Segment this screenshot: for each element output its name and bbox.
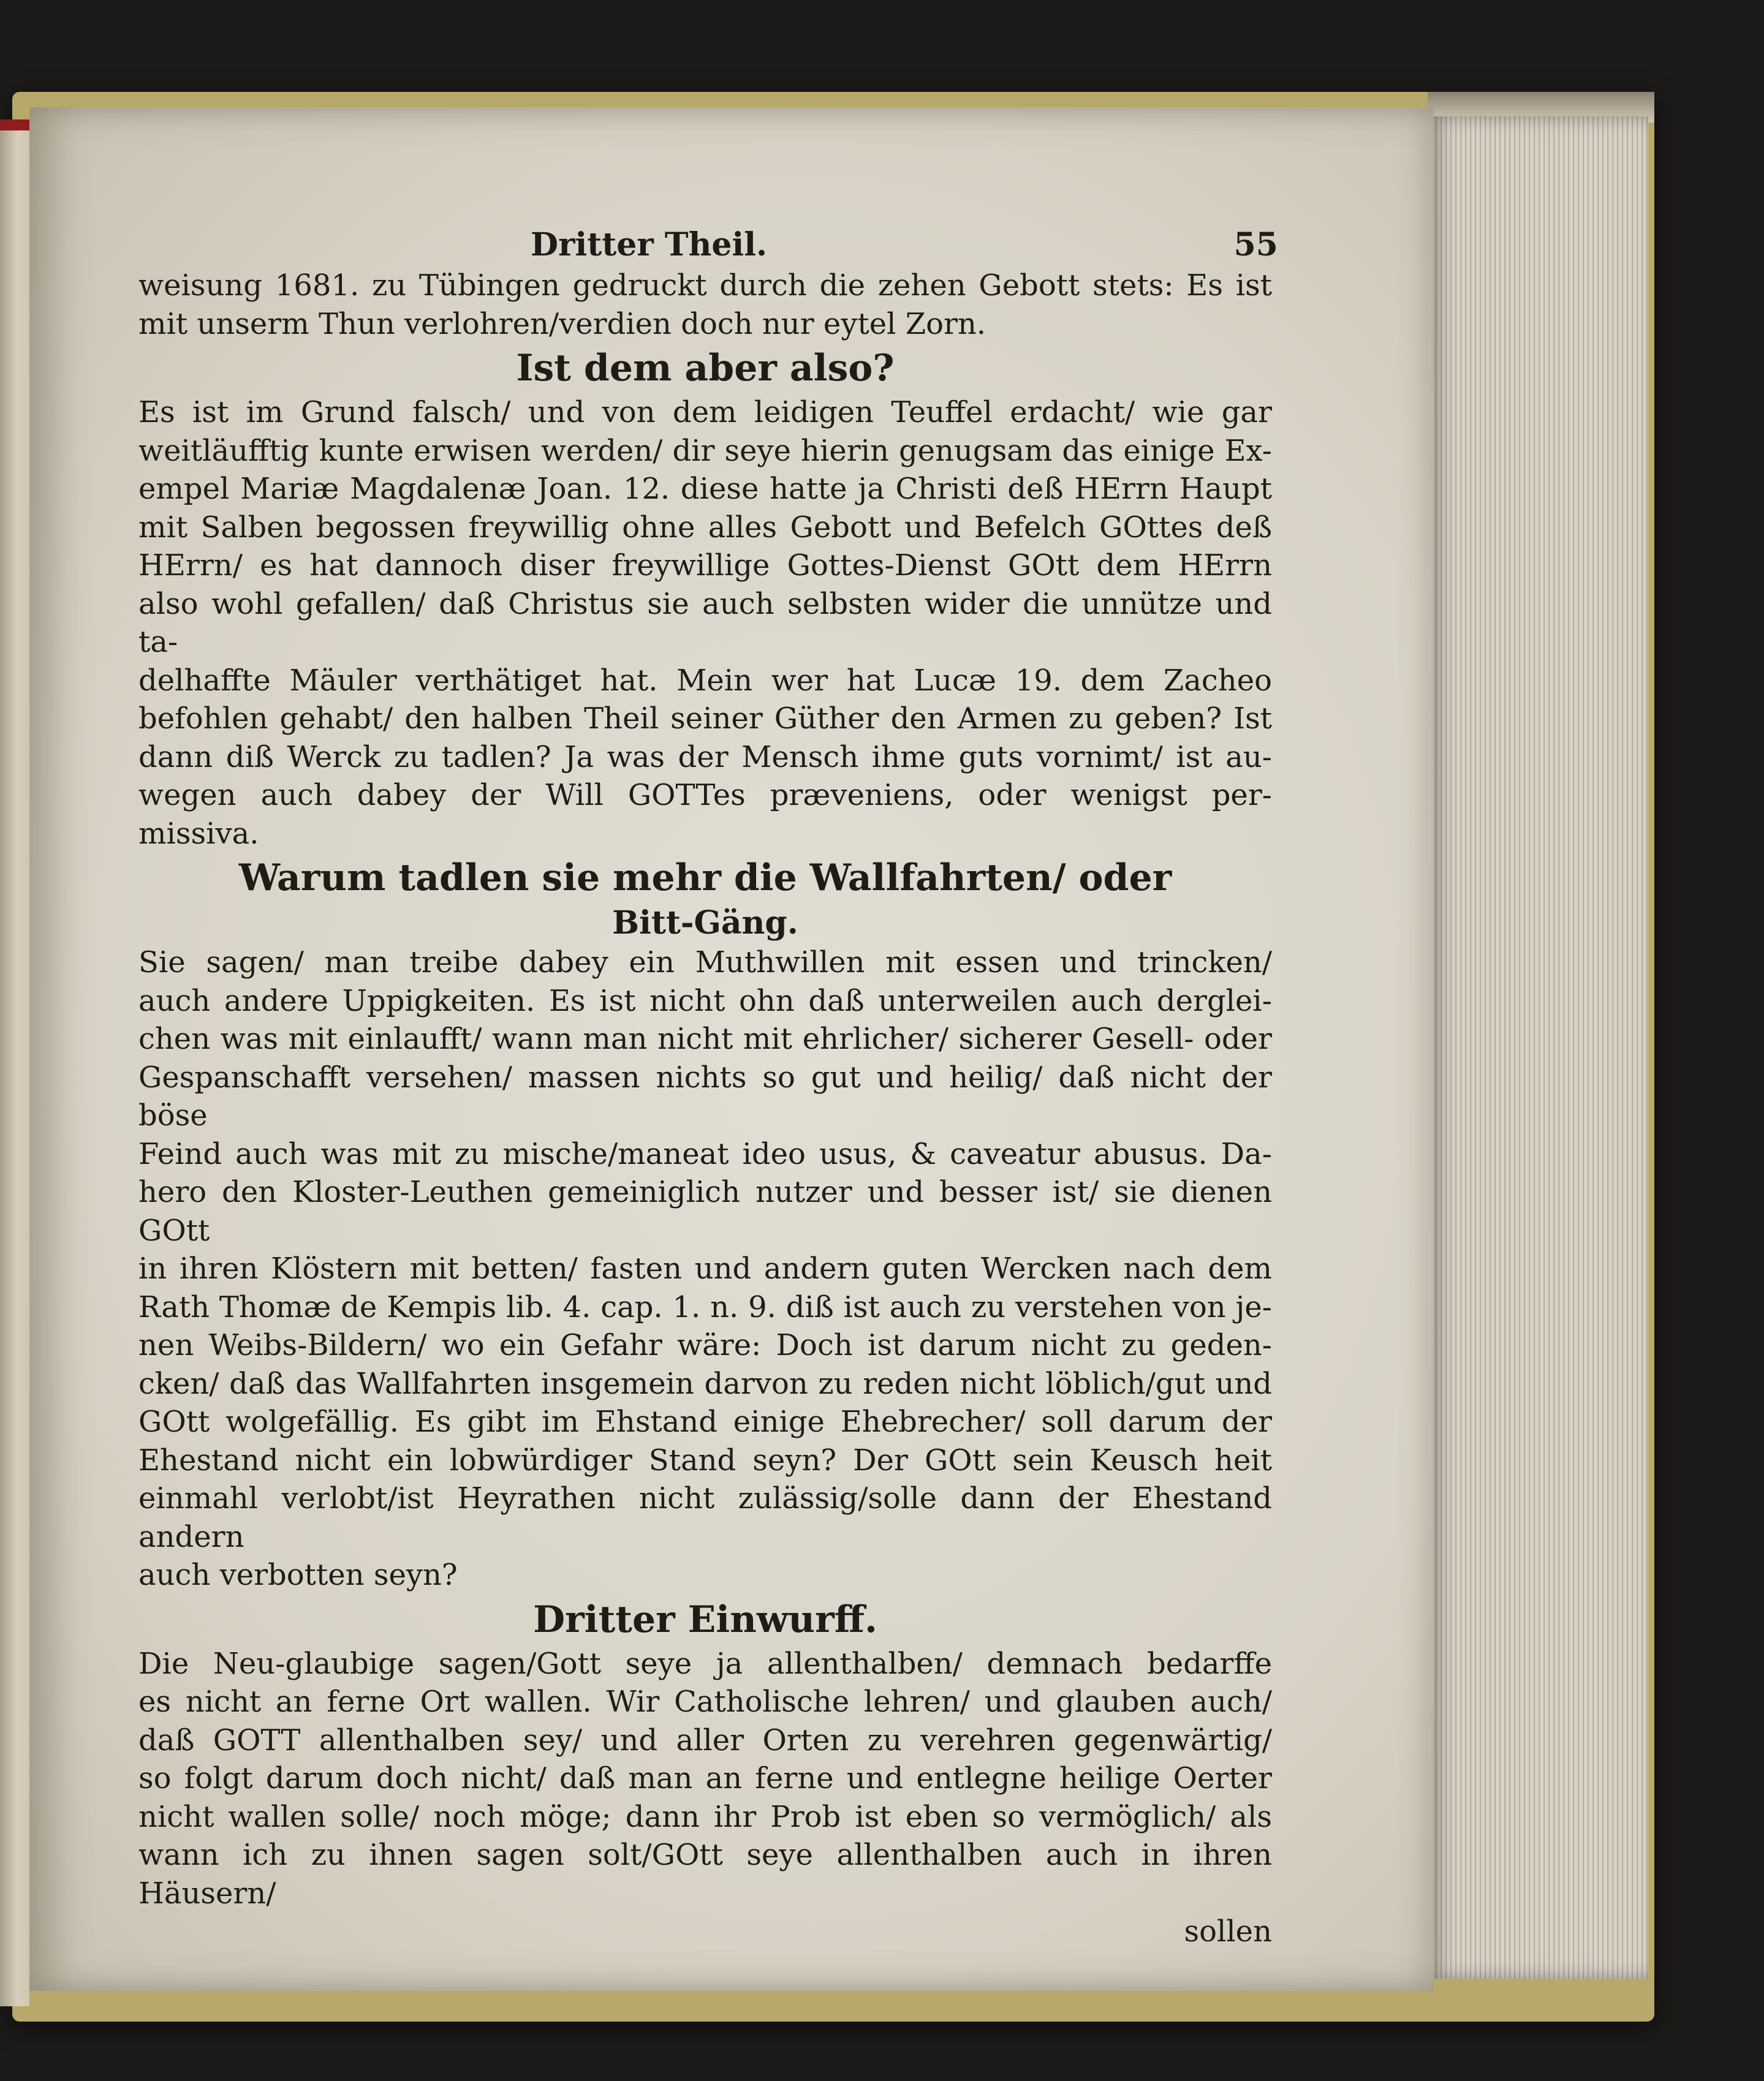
text-line: wegen auch dabey der Will GOTTes præveniens, oder wenigst per-: [138, 778, 1272, 812]
page-block-edge: [1428, 116, 1648, 1979]
text-line: delhaffte Mäuler verthätiget hat. Mein wer hat Lucæ 19. dem Zacheo: [138, 663, 1272, 698]
text-line: empel Mariæ Magdalenæ Joan. 12. diese hatte ja Christi deß HErrn Haupt: [138, 472, 1272, 506]
text-line: Feind auch was mit zu mische/maneat ideo usus, & caveatur abusus. Da-: [138, 1136, 1272, 1171]
text-line: auch andere Uppigkeiten. Es ist nicht ohn daß unterweilen auch derglei-: [138, 983, 1272, 1018]
text-line: Die Neu-glaubige sagen/Gott seye ja allenthalben/ demnach bedarffe: [138, 1646, 1272, 1681]
running-head: Dritter Theil.: [531, 226, 768, 263]
section-heading: Warum tadlen sie mehr die Wallfahrten/ oder: [238, 856, 1172, 899]
text-line: einmahl verlobt/ist Heyrathen nicht zulässig/solle dann der Ehestand andern: [138, 1481, 1272, 1554]
section-subheading: Bitt-Gäng.: [612, 904, 798, 942]
page-header: [138, 224, 1278, 266]
text-line: GOtt wolgefällig. Es gibt im Ehstand einige Ehebrecher/ soll darum der: [138, 1405, 1272, 1439]
text-line: so folgt darum doch nicht/ daß man an ferne und entlegne heilige Oerter: [138, 1761, 1272, 1796]
text-line: dann diß Werck zu tadlen? Ja was der Mensch ihme guts vornimt/ ist au-: [138, 739, 1272, 774]
text-line: Es ist im Grund falsch/ und von dem leidigen Teuffel erdacht/ wie gar: [138, 395, 1272, 429]
page-number: 55: [1233, 226, 1278, 263]
text-line: mit Salben begossen freywillig ohne alles Gebott und Befelch GOttes deß: [138, 510, 1272, 545]
text-line: auch verbotten seyn?: [138, 1558, 458, 1592]
text-line: in ihren Klöstern mit betten/ fasten und andern guten Wercken nach dem: [138, 1252, 1272, 1286]
text-line: hero den Kloster-Leuthen gemeiniglich nutzer und besser ist/ sie dienen GOtt: [138, 1175, 1272, 1248]
text-line: Ehestand nicht ein lobwürdiger Stand seyn? Der GOtt sein Keusch heit: [138, 1443, 1272, 1478]
text-line: nen Weibs-Bildern/ wo ein Gefahr wäre: Doch ist darum nicht zu geden-: [138, 1328, 1272, 1362]
text-line: weisung 1681. zu Tübingen gedruckt durch die zehen Gebott stets: Es ist: [138, 268, 1272, 303]
text-line: daß GOTT allenthalben sey/ und aller Orten zu verehren gegenwärtig/: [138, 1723, 1272, 1758]
text-line: Gespanschafft versehen/ massen nichts so gut und heilig/ daß nicht der böse: [138, 1060, 1272, 1133]
text-line: also wohl gefallen/ daß Christus sie auch selbsten wider die unnütze und ta-: [138, 586, 1272, 659]
text-line: es nicht an ferne Ort wallen. Wir Catholische lehren/ und glauben auch/: [138, 1685, 1272, 1719]
text-line: weitläufftig kunte erwisen werden/ dir seye hierin genugsam das einige Ex-: [138, 433, 1272, 468]
text-line: nicht wallen solle/ noch möge; dann ihr Prob ist eben so vermöglich/ als: [138, 1799, 1272, 1834]
left-page-edge: [0, 119, 29, 2006]
page-text: [138, 224, 1278, 1951]
section-heading: Dritter Einwurff.: [533, 1598, 877, 1641]
text-line: cken/ daß das Wallfahrten insgemein darvon zu reden nicht löblich/gut und: [138, 1366, 1272, 1401]
text-line: mit unserm Thun verlohren/verdien doch nur eytel Zorn.: [138, 306, 986, 341]
text-line: Rath Thomæ de Kempis lib. 4. cap. 1. n. 9. diß ist auch zu verstehen von je-: [138, 1290, 1272, 1324]
section-heading: Ist dem aber also?: [516, 347, 895, 390]
text-line: chen was mit einlaufft/ wann man nicht mit ehrlicher/ sicherer Gesell- oder: [138, 1022, 1272, 1056]
text-line: wann ich zu ihnen sagen solt/GOtt seye allenthalben auch in ihren Häusern/: [138, 1838, 1272, 1911]
text-line: befohlen gehabt/ den halben Theil seiner Güther den Armen zu geben? Ist: [138, 701, 1272, 736]
text-line: HErrn/ es hat dannoch diser freywillige Gottes-Dienst GOtt dem HErrn: [138, 548, 1272, 583]
text-line: Sie sagen/ man treibe dabey ein Muthwillen mit essen und trincken/: [138, 945, 1272, 980]
book-page: [29, 107, 1434, 1991]
text-line: missiva.: [138, 816, 259, 851]
catchword: sollen: [1184, 1914, 1272, 1949]
